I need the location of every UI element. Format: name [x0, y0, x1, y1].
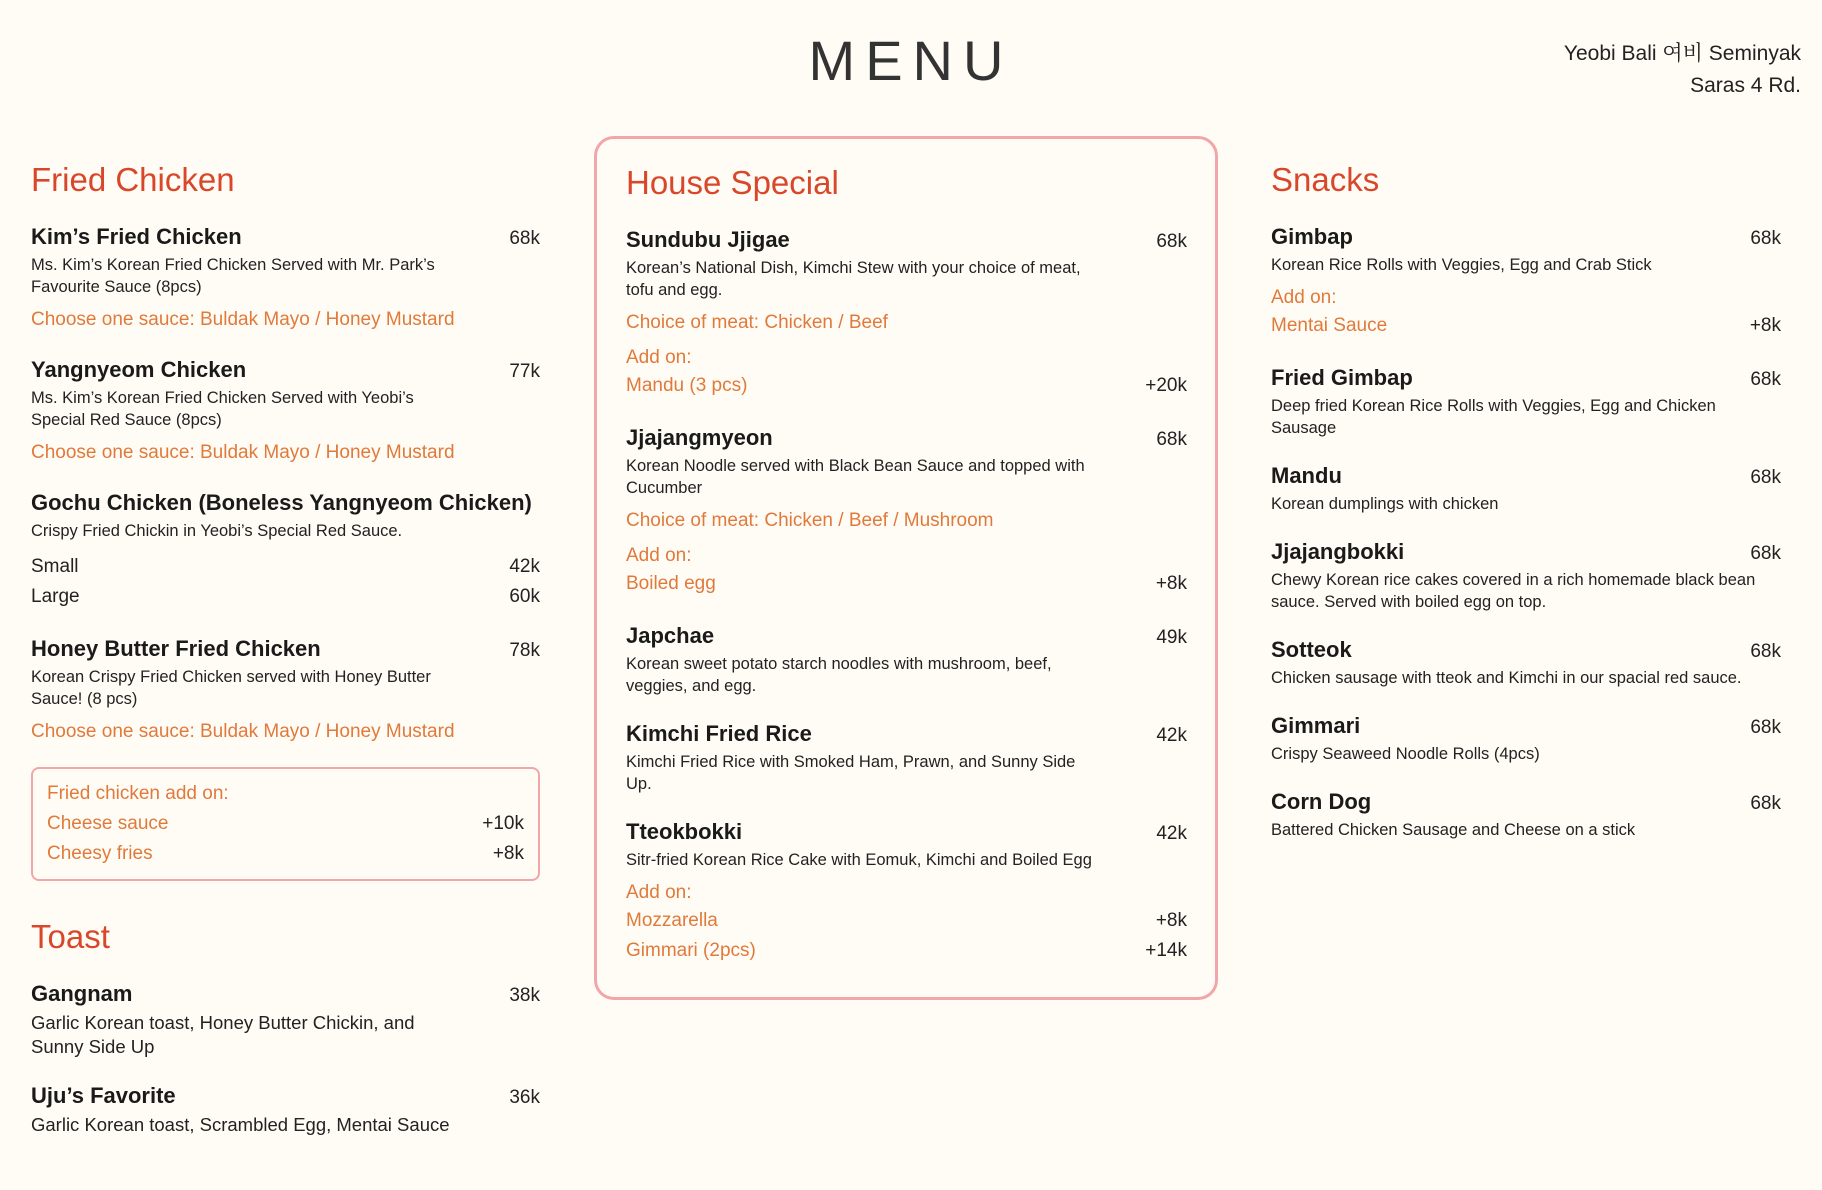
item-price: 68k	[1750, 641, 1781, 662]
item-option: Choice of meat: Chicken / Beef / Mushroom	[626, 510, 994, 531]
item-name: Uju’s Favorite	[31, 1083, 176, 1108]
menu-item	[626, 817, 1187, 966]
item-price: 68k	[1750, 793, 1781, 814]
item-name: Gochu Chicken (Boneless Yangnyeom Chicken)	[31, 490, 532, 515]
addon-name: Cheesy fries	[47, 843, 153, 864]
item-price: 77k	[509, 361, 540, 382]
house-special-panel	[594, 136, 1218, 1000]
item-description: Chicken sausage with tteok and Kimchi in our spacial red sauce.	[1271, 669, 1742, 687]
menu-item	[1271, 711, 1781, 765]
menu-item	[31, 488, 540, 612]
toast-section	[31, 917, 540, 1137]
menu-item	[1271, 363, 1781, 439]
item-name: Tteokbokki	[626, 819, 743, 844]
item-description: Korean’s National Dish, Kimchi Stew with your choice of meat, tofu and egg.	[626, 259, 1081, 299]
addon-name: Boiled egg	[626, 573, 716, 594]
menu-item	[31, 634, 540, 745]
menu-item	[626, 225, 1187, 401]
location-name: Yeobi Bali 여비 Seminyak	[1563, 42, 1801, 65]
item-price: 68k	[1750, 228, 1781, 249]
item-description: Kimchi Fried Rice with Smoked Ham, Prawn, and Sunny Side Up.	[626, 753, 1076, 793]
item-name: Kim’s Fried Chicken	[31, 224, 242, 249]
addon-label: Add on:	[1271, 287, 1337, 308]
item-description: Sitr-fried Korean Rice Cake with Eomuk, Kimchi and Boiled Egg	[626, 851, 1092, 869]
item-description: Ms. Kim’s Korean Fried Chicken Served with Yeobi’s Special Red Sauce (8pcs)	[31, 389, 414, 429]
size-label: Small	[31, 556, 79, 577]
menu-item	[1271, 461, 1781, 515]
addon-row	[47, 839, 524, 869]
item-name: Gimbap	[1271, 224, 1353, 249]
size-label: Large	[31, 586, 80, 607]
item-price: 42k	[1156, 823, 1187, 844]
addon-name: Mozzarella	[626, 910, 718, 931]
section-title-fried-chicken: Fried Chicken	[31, 161, 235, 198]
item-price: 49k	[1156, 627, 1187, 648]
menu-item	[31, 355, 540, 466]
menu-item	[31, 979, 540, 1059]
addon-name: Mandu (3 pcs)	[626, 375, 748, 396]
item-name: Mandu	[1271, 463, 1342, 488]
menu-item	[1271, 635, 1781, 689]
addon-price: +8k	[1155, 910, 1187, 931]
item-description: Garlic Korean toast, Honey Butter Chickin, and Sunny Side Up	[31, 1012, 415, 1057]
location-address: Saras 4 Rd.	[1690, 74, 1801, 97]
item-description: Battered Chicken Sausage and Cheese on a stick	[1271, 821, 1636, 839]
item-price: 38k	[509, 985, 540, 1006]
item-price: 36k	[509, 1087, 540, 1108]
fried-chicken-addon-box	[31, 767, 540, 881]
addon-row	[626, 906, 1187, 936]
item-price: 68k	[1156, 429, 1187, 450]
addon-name: Cheese sauce	[47, 813, 169, 834]
item-description: Korean sweet potato starch noodles with mushroom, beef, veggies, and egg.	[626, 655, 1052, 695]
addon-price: +20k	[1145, 375, 1187, 396]
item-name: Gangnam	[31, 981, 133, 1006]
item-name: Sotteok	[1271, 637, 1352, 662]
item-description: Deep fried Korean Rice Rolls with Veggies, Egg and Chicken Sausage	[1271, 397, 1716, 437]
item-price: 68k	[509, 228, 540, 249]
item-name: Jjajangbokki	[1271, 539, 1405, 564]
restaurant-location	[1564, 38, 1801, 102]
item-name: Gimmari	[1271, 713, 1361, 738]
item-name: Honey Butter Fried Chicken	[31, 636, 321, 661]
item-description: Chewy Korean rice cakes covered in a rich homemade black bean sauce. Served with boiled egg on top.	[1271, 571, 1756, 611]
addon-price: +8k	[1749, 315, 1781, 336]
left-column	[31, 160, 540, 1159]
page-title: MENU	[808, 29, 1014, 92]
item-name: Corn Dog	[1271, 789, 1372, 814]
item-price: 78k	[509, 640, 540, 661]
item-description: Korean Noodle served with Black Bean Sauce and topped with Cucumber	[626, 457, 1085, 497]
section-title-house-special: House Special	[626, 164, 839, 201]
item-name: Jjajangmyeon	[626, 425, 773, 450]
item-description: Ms. Kim’s Korean Fried Chicken Served with Mr. Park’s Favourite Sauce (8pcs)	[31, 256, 435, 296]
item-price: 42k	[1156, 725, 1187, 746]
menu-item	[1271, 787, 1781, 841]
item-option: Choose one sauce: Buldak Mayo / Honey Mustard	[31, 442, 455, 463]
size-price: 60k	[509, 586, 540, 607]
addon-label: Add on:	[626, 545, 692, 566]
addon-row	[1271, 311, 1781, 341]
addon-row	[626, 371, 1187, 401]
item-name: Yangnyeom Chicken	[31, 357, 247, 382]
item-name: Sundubu Jjigae	[626, 227, 790, 252]
item-price: 68k	[1750, 543, 1781, 564]
addon-price: +8k	[1155, 573, 1187, 594]
addon-name: Gimmari (2pcs)	[626, 940, 756, 961]
menu-item	[626, 621, 1187, 697]
item-option: Choose one sauce: Buldak Mayo / Honey Mustard	[31, 309, 455, 330]
menu-item	[626, 719, 1187, 795]
item-price: 68k	[1750, 717, 1781, 738]
addon-price: +8k	[492, 843, 524, 864]
item-price: 68k	[1750, 467, 1781, 488]
item-option: Choice of meat: Chicken / Beef	[626, 312, 888, 333]
menu-item	[1271, 222, 1781, 341]
size-row	[31, 552, 540, 582]
section-title-toast: Toast	[31, 918, 110, 955]
item-name: Kimchi Fried Rice	[626, 721, 812, 746]
addon-name: Mentai Sauce	[1271, 315, 1388, 336]
item-description: Korean Rice Rolls with Veggies, Egg and Crab Stick	[1271, 256, 1652, 274]
addon-price: +10k	[482, 813, 524, 834]
item-description: Crispy Seaweed Noodle Rolls (4pcs)	[1271, 745, 1540, 763]
item-name: Fried Gimbap	[1271, 365, 1413, 390]
menu-item	[626, 423, 1187, 599]
menu-item	[31, 1081, 540, 1137]
right-column	[1271, 160, 1781, 863]
item-description: Korean Crispy Fried Chicken served with Honey Butter Sauce! (8 pcs)	[31, 668, 431, 708]
size-price: 42k	[509, 556, 540, 577]
addon-row	[47, 809, 524, 839]
item-price: 68k	[1750, 369, 1781, 390]
item-price: 68k	[1156, 231, 1187, 252]
item-description: Garlic Korean toast, Scrambled Egg, Mentai Sauce	[31, 1114, 450, 1135]
menu-item	[1271, 537, 1781, 613]
addon-price: +14k	[1145, 940, 1187, 961]
addon-label: Add on:	[626, 882, 692, 903]
item-option: Choose one sauce: Buldak Mayo / Honey Mustard	[31, 721, 455, 742]
item-description: Korean dumplings with chicken	[1271, 495, 1499, 513]
item-description: Crispy Fried Chickin in Yeobi’s Special Red Sauce.	[31, 522, 403, 540]
addon-row	[626, 936, 1187, 966]
item-name: Japchae	[626, 623, 715, 648]
addon-row	[626, 569, 1187, 599]
section-title-snacks: Snacks	[1271, 161, 1380, 198]
size-row	[31, 582, 540, 612]
menu-item	[31, 222, 540, 333]
addon-label: Fried chicken add on:	[47, 783, 229, 804]
addon-label: Add on:	[626, 347, 692, 368]
